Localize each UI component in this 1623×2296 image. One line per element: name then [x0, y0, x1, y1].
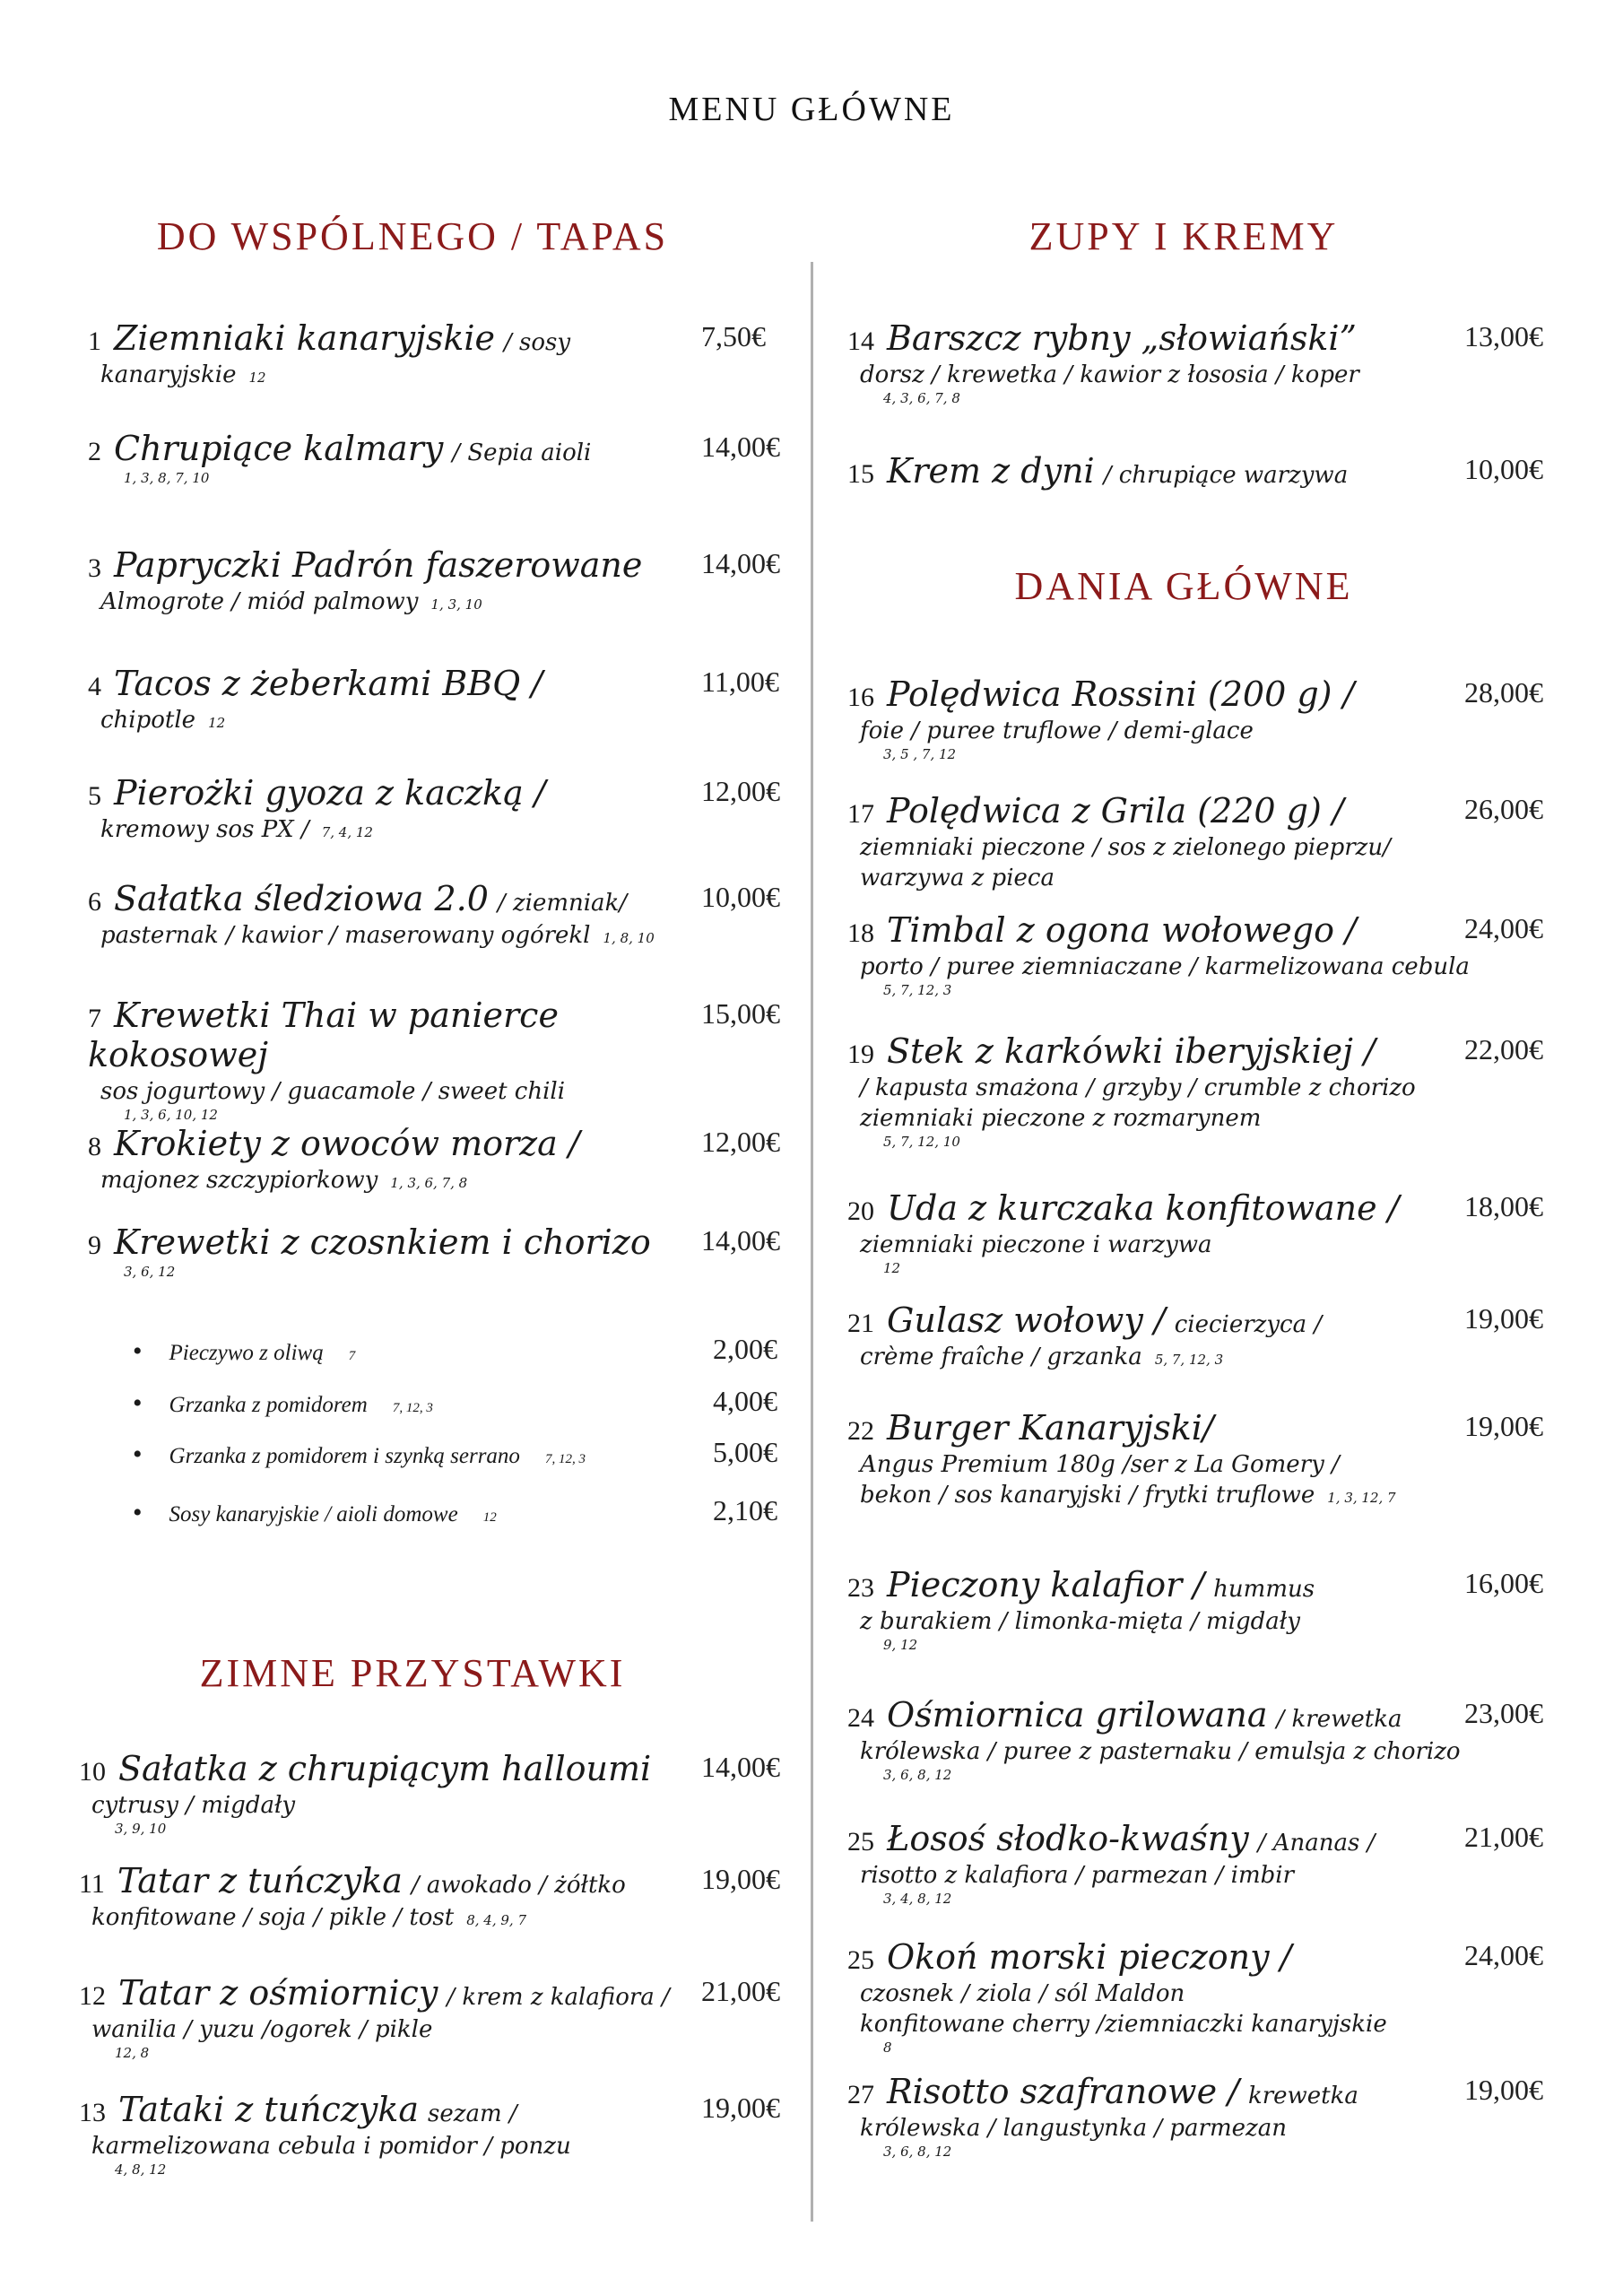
menu-item [847, 1819, 1493, 1907]
item-allergens: 1, 3, 8, 7, 10 [124, 470, 210, 486]
item-number: 22 [847, 1416, 874, 1446]
item-description [860, 1344, 1493, 1370]
item-name: Krem z dyni [887, 451, 1095, 491]
item-inline-desc: / krewetka [1276, 1706, 1402, 1733]
menu-item [88, 1222, 707, 1280]
extra-item [133, 1388, 433, 1419]
item-allergens: 9, 12 [883, 1637, 918, 1653]
item-allergens: 12, 8 [115, 2045, 150, 2061]
item-allergens: 1, 3, 12, 7 [1327, 1490, 1396, 1506]
item-number: 18 [847, 918, 874, 948]
item-number: 15 [847, 459, 874, 489]
item-number: 25 [847, 1945, 874, 1975]
menu-item [88, 879, 707, 949]
menu-item [847, 1300, 1493, 1370]
section-heading-tapas: DO WSPÓLNEGO / TAPAS [156, 214, 669, 258]
item-allergens: 8 [883, 2039, 892, 2056]
item-description-text: pasternak / kawior / maserowany ogórekl [100, 922, 591, 949]
extra-allergens: 7, 12, 3 [392, 1401, 433, 1415]
item-description: królewska / puree z pasternaku / emulsja z chorizo [860, 1738, 1461, 1765]
item-allergens: 1, 3, 6, 10, 12 [124, 1107, 218, 1123]
item-description: Angus Premium 180g /ser z La Gomery / [860, 1451, 1340, 1478]
item-name: Krokiety z owoców morza / [114, 1124, 580, 1163]
item-inline-desc: krewetka [1247, 2083, 1358, 2109]
item-allergens: 5, 7, 12, 3 [883, 982, 952, 998]
menu-item [88, 1124, 707, 1194]
column-divider [811, 262, 813, 2222]
item-number: 10 [79, 1757, 106, 1787]
bullet-icon: • [133, 1388, 143, 1418]
item-name: Timbal z ogona wołowego / [887, 910, 1357, 950]
item-price: 12,00€ [701, 1126, 780, 1158]
extra-price: 2,00€ [713, 1333, 777, 1365]
menu-item [847, 451, 1493, 491]
item-name: Polędwica z Grila (220 g) / [887, 791, 1344, 831]
item-number: 7 [88, 1004, 101, 1033]
bullet-icon: • [133, 1439, 143, 1469]
item-description: z burakiem / limonka-mięta / migdały [860, 1608, 1300, 1635]
item-name: Tacos z żeberkami BBQ / [114, 664, 543, 703]
item-name: Krewetki Thai w panierce kokosowej [88, 996, 559, 1074]
item-description-2: warzywa z pieca [860, 865, 1055, 891]
item-description [100, 922, 707, 949]
item-description: risotto z kalafiora / parmezan / imbir [860, 1862, 1295, 1889]
menu-item [88, 664, 707, 734]
item-price: 21,00€ [701, 1975, 780, 2007]
item-inline-desc: / sosy [504, 329, 571, 356]
item-allergens: 5, 7, 12, 3 [1154, 1352, 1224, 1368]
item-number: 3 [88, 553, 101, 583]
extra-allergens: 7 [348, 1349, 356, 1363]
item-price: 24,00€ [1464, 912, 1543, 944]
item-allergens: 3, 6, 12 [124, 1264, 176, 1280]
item-description-text: kremowy sos PX / [100, 816, 309, 843]
item-number: 5 [88, 781, 101, 811]
item-name: Tataki z tuńczyka [118, 2090, 420, 2129]
item-name: Papryczki Padrón faszerowane [114, 545, 643, 585]
menu-item [79, 1973, 698, 2061]
item-inline-desc: / awokado / żółtko [411, 1872, 626, 1899]
item-allergens: 3, 6, 8, 12 [883, 1767, 952, 1783]
item-price: 10,00€ [1464, 453, 1543, 485]
item-price: 14,00€ [701, 430, 780, 463]
item-name: Sałatka śledziowa 2.0 [114, 879, 489, 918]
item-price: 11,00€ [701, 665, 779, 698]
item-number: 12 [79, 1981, 106, 2011]
menu-item [847, 1695, 1493, 1783]
item-number: 2 [88, 437, 101, 466]
menu-item [79, 1861, 698, 1931]
item-inline-desc: hummus [1213, 1576, 1315, 1603]
item-name: Barszcz rybny „słowiański” [887, 318, 1357, 358]
item-price: 12,00€ [701, 775, 780, 807]
item-number: 21 [847, 1309, 874, 1338]
menu-item [847, 1188, 1493, 1276]
menu-item [88, 996, 707, 1123]
item-number: 23 [847, 1573, 874, 1603]
item-inline-desc: / Sepia aioli [452, 439, 592, 466]
item-allergens: 3, 4, 8, 12 [883, 1891, 952, 1907]
item-price: 23,00€ [1464, 1697, 1543, 1729]
item-allergens: 4, 8, 12 [115, 2161, 167, 2178]
menu-item [847, 1408, 1493, 1509]
item-description [100, 1167, 707, 1194]
extra-name: Grzanka z pomidorem i szynką serrano [169, 1444, 520, 1468]
menu-item [847, 1031, 1493, 1150]
item-price: 7,50€ [701, 320, 766, 352]
item-description: królewska / langustynka / parmezan [860, 2115, 1287, 2142]
item-description-2 [860, 1482, 1493, 1509]
extra-name: Grzanka z pomidorem [169, 1393, 368, 1417]
item-price: 19,00€ [1464, 2074, 1543, 2106]
item-price: 19,00€ [1464, 1302, 1543, 1335]
item-number: 4 [88, 672, 101, 701]
item-name: Stek z karkówki iberyjskiej / [887, 1031, 1376, 1071]
item-name: Sałatka z chrupiącym halloumi [118, 1749, 652, 1788]
extra-item [133, 1336, 355, 1367]
item-description-2-text: bekon / sos kanaryjski / frytki truflowe [860, 1482, 1315, 1509]
item-price: 14,00€ [701, 547, 780, 579]
menu-item [88, 773, 707, 843]
menu-item [847, 1565, 1493, 1653]
item-price: 14,00€ [701, 1751, 780, 1783]
menu-item [79, 1749, 698, 1837]
item-price: 21,00€ [1464, 1821, 1543, 1853]
item-description-text: kanaryjskie [100, 361, 237, 388]
item-name: Gulasz wołowy / [887, 1300, 1166, 1340]
extra-name: Pieczywo z oliwą [169, 1341, 324, 1365]
item-price: 15,00€ [701, 997, 780, 1030]
item-price: 10,00€ [701, 881, 780, 913]
item-number: 17 [847, 799, 874, 829]
section-heading-soups: ZUPY I KREMY [1028, 214, 1339, 258]
item-allergens: 5, 7, 12, 10 [883, 1134, 960, 1150]
item-inline-desc: / chrupiące warzywa [1103, 462, 1349, 489]
item-description-text: crème fraîche / grzanka [860, 1344, 1142, 1370]
menu-item [847, 791, 1493, 891]
item-inline-desc: sezam / [428, 2100, 517, 2127]
item-name: Ośmiornica grilowana [887, 1695, 1268, 1735]
item-name: Łosoś słodko-kwaśny [887, 1819, 1249, 1858]
item-description [100, 816, 707, 843]
item-description: porto / puree ziemniaczane / karmelizowana cebula [860, 953, 1470, 980]
item-name: Chrupiące kalmary [114, 429, 444, 468]
item-number: 13 [79, 2098, 106, 2127]
item-allergens: 1, 3, 6, 7, 8 [390, 1175, 468, 1191]
item-number: 20 [847, 1196, 874, 1226]
item-price: 18,00€ [1464, 1190, 1543, 1222]
bullet-icon: • [133, 1336, 143, 1366]
item-price: 13,00€ [1464, 320, 1543, 352]
item-description: czosnek / ziola / sól Maldon [860, 1980, 1185, 2007]
item-number: 16 [847, 683, 874, 712]
item-number: 27 [847, 2080, 874, 2109]
extra-allergens: 7, 12, 3 [544, 1452, 586, 1466]
item-description: / kapusta smażona / grzyby / crumble z chorizo [860, 1074, 1416, 1101]
item-allergens: 3, 9, 10 [115, 1821, 167, 1837]
item-name: Tatar z ośmiornicy [118, 1973, 438, 2013]
item-price: 24,00€ [1464, 1939, 1543, 1971]
item-description-text: Almogrote / miód palmowy [100, 588, 419, 615]
extra-price: 4,00€ [713, 1385, 777, 1417]
extra-item [133, 1439, 586, 1470]
item-name: Ziemniaki kanaryjskie [114, 318, 496, 358]
item-allergens: 7, 4, 12 [321, 824, 373, 840]
item-name: Risotto szafranowe / [887, 2072, 1239, 2111]
item-description: foie / puree truflowe / demi-glace [860, 718, 1254, 744]
extra-item [133, 1498, 497, 1528]
item-name: Tatar z tuńczyka [117, 1861, 403, 1900]
item-number: 1 [88, 326, 101, 356]
item-allergens: 12 [883, 1260, 901, 1276]
item-description-2: konfitowane cherry /ziemniaczki kanaryjskie [860, 2011, 1387, 2038]
item-description: cytrusy / migdały [91, 1792, 296, 1819]
item-description: ziemniaki pieczone / sos z zielonego pieprzu/ [860, 834, 1391, 861]
item-name: Pieczony kalafior / [887, 1565, 1205, 1605]
menu-item [847, 910, 1493, 998]
item-allergens: 4, 3, 6, 7, 8 [883, 390, 960, 406]
item-number: 19 [847, 1039, 874, 1069]
menu-item [847, 2072, 1493, 2160]
item-description: wanilia / yuzu /ogorek / pikle [91, 2016, 433, 2043]
item-allergens: 1, 8, 10 [603, 930, 655, 946]
item-inline-desc: ciecierzyca / [1174, 1311, 1323, 1338]
item-number: 25 [847, 1827, 874, 1857]
item-number: 6 [88, 887, 101, 917]
menu-item [847, 1937, 1493, 2056]
item-description-text: konfitowane / soja / pikle / tost [91, 1904, 455, 1931]
item-allergens: 1, 3, 10 [430, 596, 482, 613]
item-description [91, 1904, 698, 1931]
menu-item [847, 318, 1493, 406]
item-allergens: 12 [248, 370, 266, 386]
item-allergens: 12 [208, 715, 226, 731]
item-description-text: majonez szczypiorkowy [100, 1167, 378, 1194]
item-price: 19,00€ [701, 2092, 780, 2124]
item-price: 22,00€ [1464, 1033, 1543, 1065]
extra-name: Sosy kanaryjskie / aioli domowe [169, 1502, 458, 1526]
menu-item [79, 2090, 698, 2178]
item-description: sos jogurtowy / guacamole / sweet chili [100, 1078, 566, 1105]
extra-allergens: 12 [482, 1510, 497, 1525]
menu-item [847, 674, 1493, 762]
item-number: 9 [88, 1231, 101, 1260]
extra-price: 2,10€ [713, 1494, 777, 1526]
item-description-text: chipotle [100, 707, 196, 734]
page-title: MENU GŁÓWNE [668, 91, 955, 128]
section-heading-cold: ZIMNE PRZYSTAWKI [199, 1651, 626, 1695]
item-name: Krewetki z czosnkiem i chorizo [114, 1222, 651, 1262]
item-name: Burger Kanaryjski/ [887, 1408, 1214, 1448]
menu-item [88, 545, 707, 615]
item-number: 24 [847, 1703, 874, 1733]
item-allergens: 3, 6, 8, 12 [883, 2144, 952, 2160]
menu-item [88, 429, 707, 486]
item-description: karmelizowana cebula i pomidor / ponzu [91, 2133, 571, 2160]
item-inline-desc: / Ananas / [1257, 1830, 1376, 1857]
item-price: 19,00€ [1464, 1410, 1543, 1442]
item-description [100, 361, 707, 388]
menu-item [88, 318, 707, 388]
bullet-icon: • [133, 1498, 143, 1527]
extra-price: 5,00€ [713, 1436, 777, 1468]
item-price: 16,00€ [1464, 1567, 1543, 1599]
item-price: 26,00€ [1464, 793, 1543, 825]
item-price: 14,00€ [701, 1224, 780, 1257]
item-name: Okoń morski pieczony / [887, 1937, 1292, 1977]
item-description: dorsz / krewetka / kawior z łososia / koper [860, 361, 1359, 388]
item-allergens: 8, 4, 9, 7 [466, 1912, 527, 1928]
item-name: Pierożki gyoza z kaczką / [114, 773, 546, 813]
item-number: 14 [847, 326, 874, 356]
item-description [100, 707, 707, 734]
section-heading-mains: DANIA GŁÓWNE [1014, 564, 1353, 608]
item-inline-desc: / ziemniak/ [497, 890, 628, 917]
item-number: 8 [88, 1132, 101, 1161]
item-inline-desc: / krem z kalafiora / [447, 1984, 670, 2011]
item-description: ziemniaki pieczone i warzywa [860, 1231, 1212, 1258]
item-price: 28,00€ [1464, 676, 1543, 709]
item-description [100, 588, 707, 615]
item-description-2: ziemniaki pieczone z rozmarynem [860, 1105, 1262, 1132]
item-name: Polędwica Rossini (200 g) / [887, 674, 1355, 714]
item-name: Uda z kurczaka konfitowane / [887, 1188, 1400, 1228]
item-price: 19,00€ [701, 1863, 780, 1895]
item-number: 11 [79, 1869, 105, 1899]
item-allergens: 3, 5 , 7, 12 [883, 746, 957, 762]
